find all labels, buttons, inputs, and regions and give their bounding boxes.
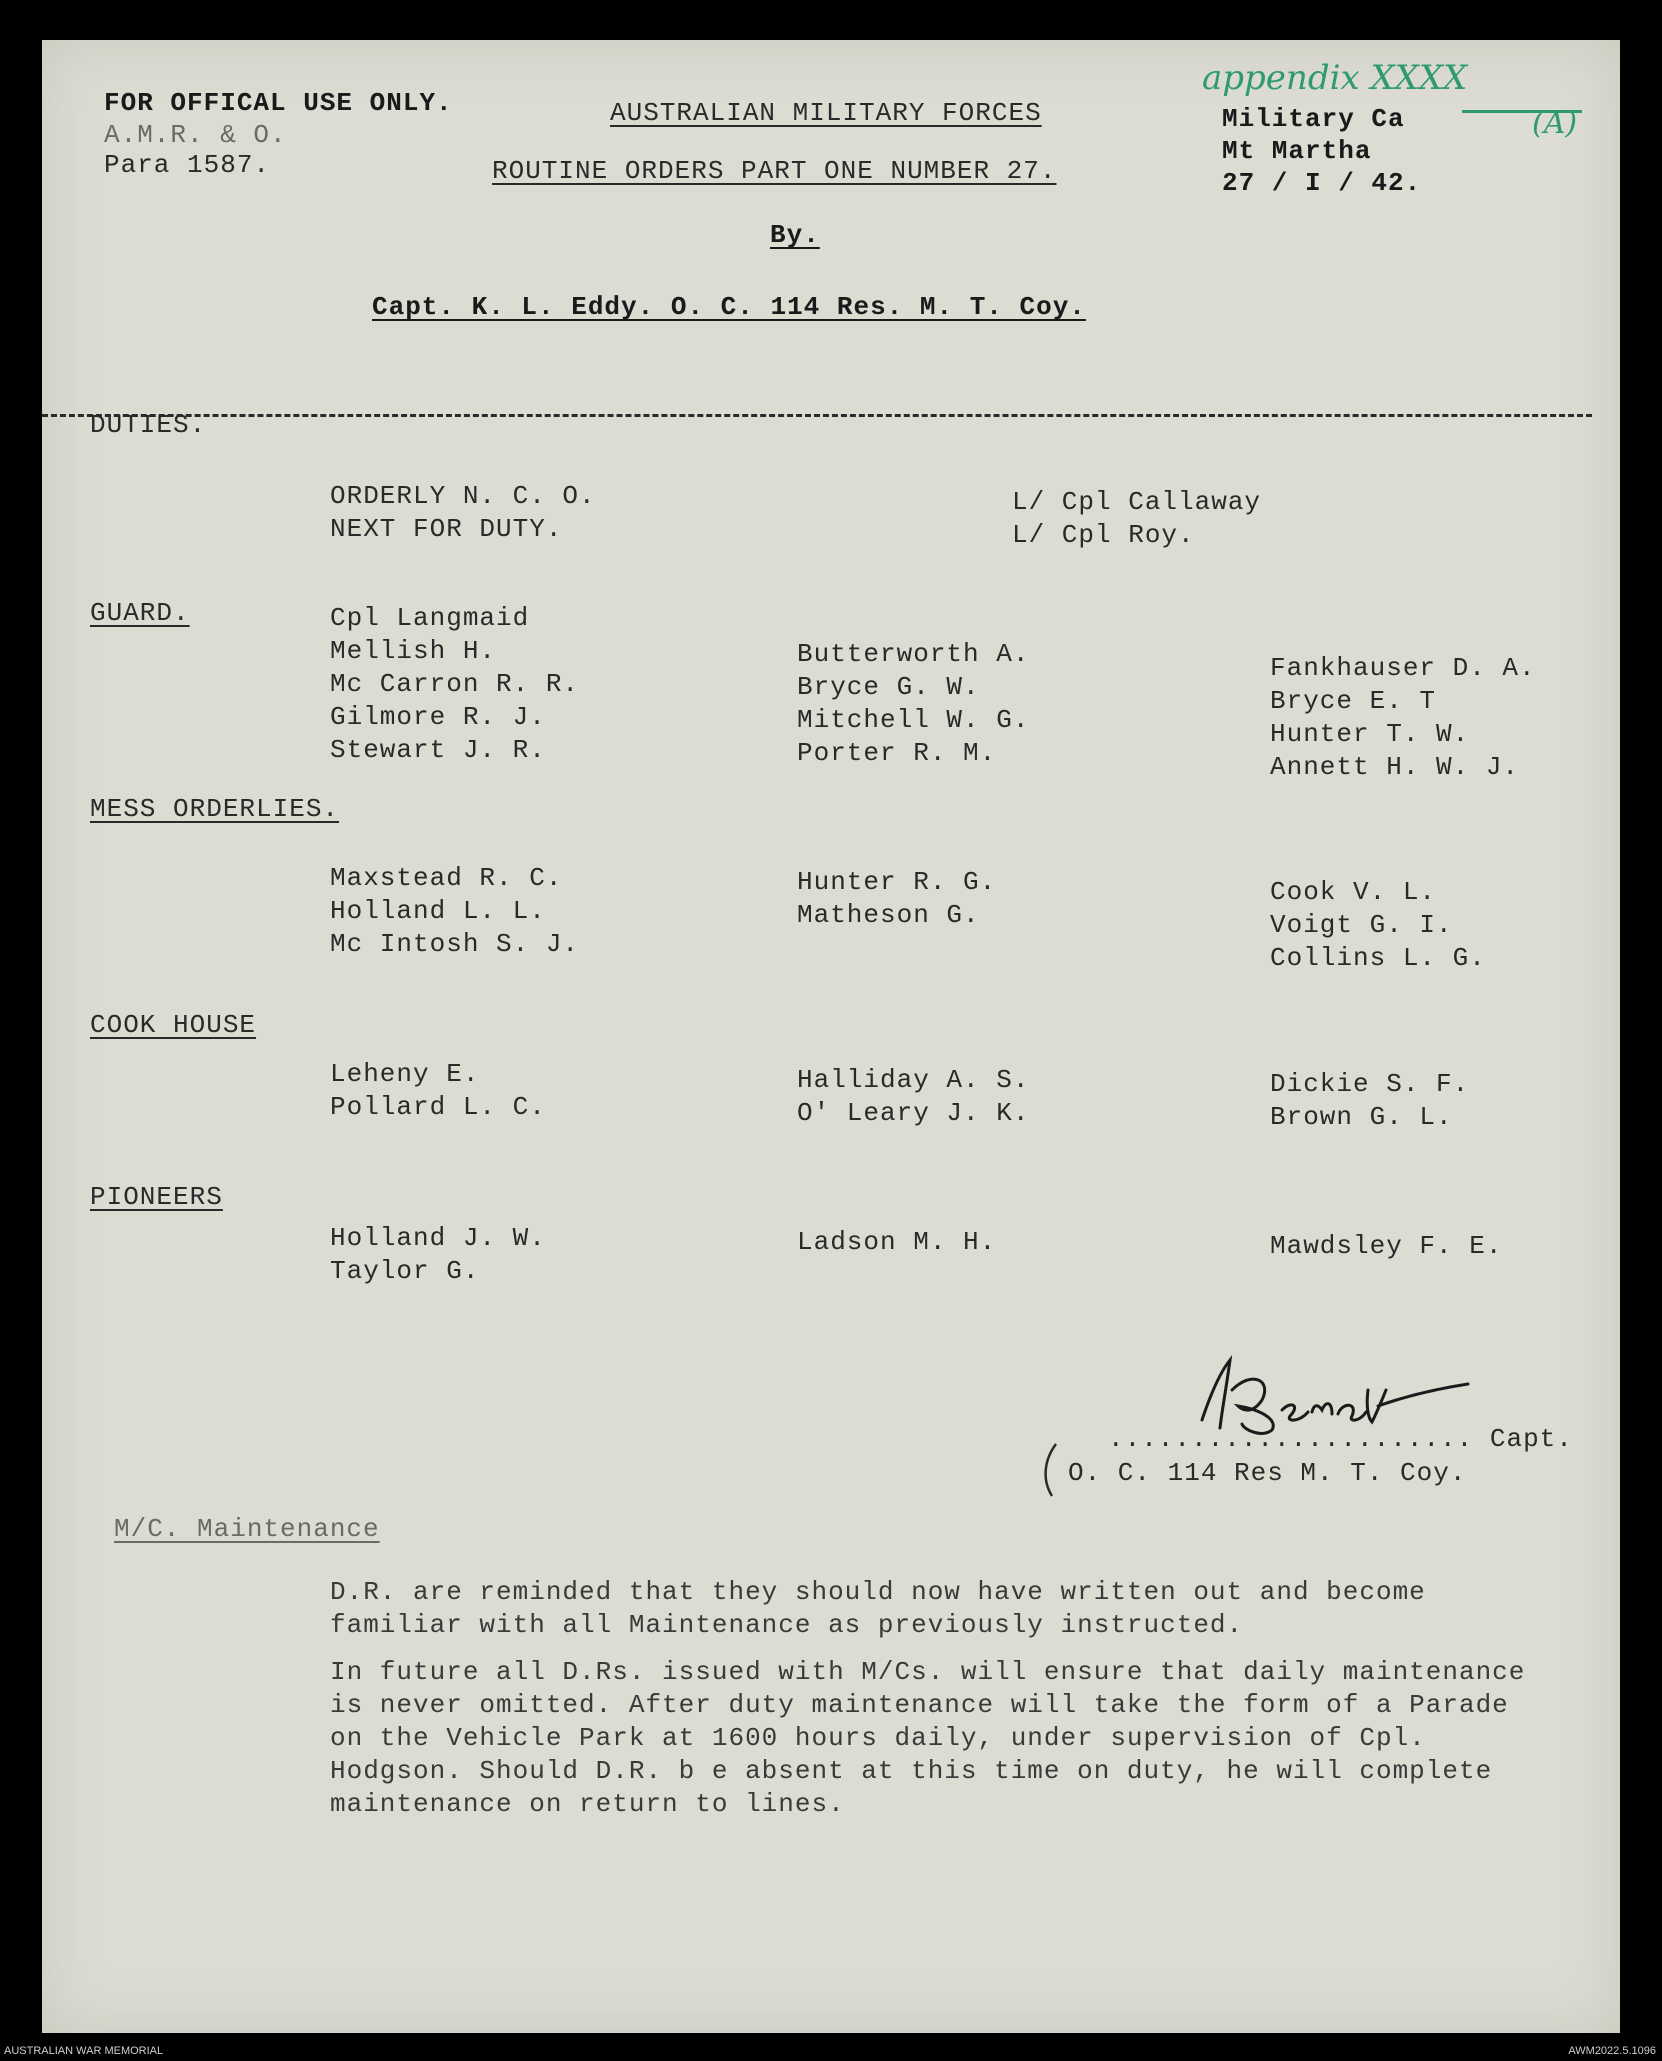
roster-name: Cpl Langmaid — [330, 603, 530, 633]
maintenance-paragraph-1: D.R. are reminded that they should now have written out and become familiar with all Maintenance as previously instructed. — [330, 1577, 1426, 1640]
roster-name: Butterworth A. — [797, 639, 1030, 669]
duties-names — [1012, 486, 1261, 552]
official-use-line: FOR OFFICAL USE ONLY. — [104, 88, 453, 118]
mess-col-1 — [330, 862, 579, 961]
maintenance-heading: M/C. Maintenance — [114, 1514, 380, 1544]
pioneers-col-2 — [797, 1226, 996, 1259]
roster-name: Pollard L. C. — [330, 1092, 546, 1122]
header-divider — [42, 414, 1592, 417]
maintenance-body — [330, 1576, 1550, 1835]
roster-name: Holland L. L. — [330, 896, 546, 926]
mess-col-2 — [797, 866, 996, 932]
cook-house-heading: COOK HOUSE — [90, 1010, 257, 1040]
officer-line: Capt. K. L. Eddy. O. C. 114 Res. M. T. Coy. — [372, 292, 1086, 322]
pioneers-col-3 — [1270, 1230, 1502, 1263]
roster-name: Maxstead R. C. — [330, 863, 563, 893]
roster-name: Bryce G. W. — [797, 672, 980, 702]
roster-name: Leheny E. — [330, 1059, 480, 1089]
location-camp: Military Ca — [1222, 104, 1405, 134]
roster-name: Brown G. L. — [1270, 1102, 1453, 1132]
roster-name: Halliday A. S. — [797, 1065, 1030, 1095]
roster-name: Dickie S. F. — [1270, 1069, 1470, 1099]
guard-heading: GUARD. — [90, 598, 190, 628]
roster-name: O' Leary J. K. — [797, 1098, 1030, 1128]
roster-name: Mitchell W. G. — [797, 705, 1030, 735]
mess-col-3 — [1270, 876, 1486, 975]
roster-name: Fankhauser D. A. — [1270, 653, 1536, 683]
roster-name: Mc Carron R. R. — [330, 669, 580, 699]
document-date: 27 / I / 42. — [1222, 168, 1422, 198]
by-line: By. — [770, 220, 820, 250]
pioneers-col-1 — [330, 1222, 546, 1288]
cookhouse-col-1 — [330, 1058, 546, 1124]
roster-name: Gilmore R. J. — [330, 702, 546, 732]
duty-name: L/ Cpl Roy. — [1012, 520, 1195, 550]
guard-col-2 — [797, 638, 1029, 770]
footer-archive: AUSTRALIAN WAR MEMORIAL — [4, 2045, 164, 2057]
guard-col-1 — [330, 602, 579, 767]
maintenance-paragraph-2: In future all D.Rs. issued with M/Cs. will ensure that daily maintenance is never omitted. After duty maintenance will take the form of a Parade on the Vehicle Park at 1600 hours daily, under supervision of Cpl. Hodgson. Should D.R. b e absent at this time on duty, he will complete maintenance on return to lines. — [330, 1657, 1526, 1819]
roster-name: Taylor G. — [330, 1256, 480, 1286]
roster-name: Cook V. L. — [1270, 877, 1437, 907]
roster-name: Mellish H. — [330, 636, 497, 666]
appendix-annotation-sub: (A) — [1532, 106, 1578, 141]
roster-name: Porter R. M. — [797, 738, 997, 768]
duty-name: L/ Cpl Callaway — [1012, 487, 1262, 517]
amr-reference: A.M.R. & O. — [104, 120, 287, 150]
signature-line: ...................... Capt. — [1108, 1424, 1573, 1454]
roster-name: Matheson G. — [797, 900, 980, 930]
roster-name: Hunter T. W. — [1270, 719, 1470, 749]
location-town: Mt Martha — [1222, 136, 1372, 166]
document-title: AUSTRALIAN MILITARY FORCES — [610, 98, 1042, 128]
cookhouse-col-3 — [1270, 1068, 1469, 1134]
para-reference: Para 1587. — [104, 150, 271, 180]
document-page — [42, 40, 1620, 2033]
bracket-mark — [1038, 1440, 1060, 1500]
cookhouse-col-2 — [797, 1064, 1029, 1130]
document-subtitle: ROUTINE ORDERS PART ONE NUMBER 27. — [492, 156, 1057, 186]
duties-heading: DUTIES. — [90, 410, 207, 440]
roster-name: Annett H. W. J. — [1270, 752, 1520, 782]
duty-role: NEXT FOR DUTY. — [330, 514, 563, 544]
footer-reference: AWM2022.5.1096 — [1568, 2045, 1656, 2057]
appendix-annotation: appendix XXXX — [1202, 58, 1468, 98]
duty-role: ORDERLY N. C. O. — [330, 481, 596, 511]
roster-name: Collins L. G. — [1270, 943, 1486, 973]
roster-name: Voigt G. I. — [1270, 910, 1453, 940]
guard-col-3 — [1270, 652, 1536, 784]
roster-name: Stewart J. R. — [330, 735, 546, 765]
duties-roles — [330, 480, 596, 546]
roster-name: Ladson M. H. — [797, 1227, 997, 1257]
signature-unit: O. C. 114 Res M. T. Coy. — [1068, 1458, 1467, 1488]
mess-orderlies-heading: MESS ORDERLIES. — [90, 794, 340, 824]
roster-name: Bryce E. T — [1270, 686, 1437, 716]
roster-name: Mawdsley F. E. — [1270, 1231, 1503, 1261]
roster-name: Mc Intosh S. J. — [330, 929, 580, 959]
pioneers-heading: PIONEERS — [90, 1182, 223, 1212]
roster-name: Hunter R. G. — [797, 867, 997, 897]
roster-name: Holland J. W. — [330, 1223, 546, 1253]
